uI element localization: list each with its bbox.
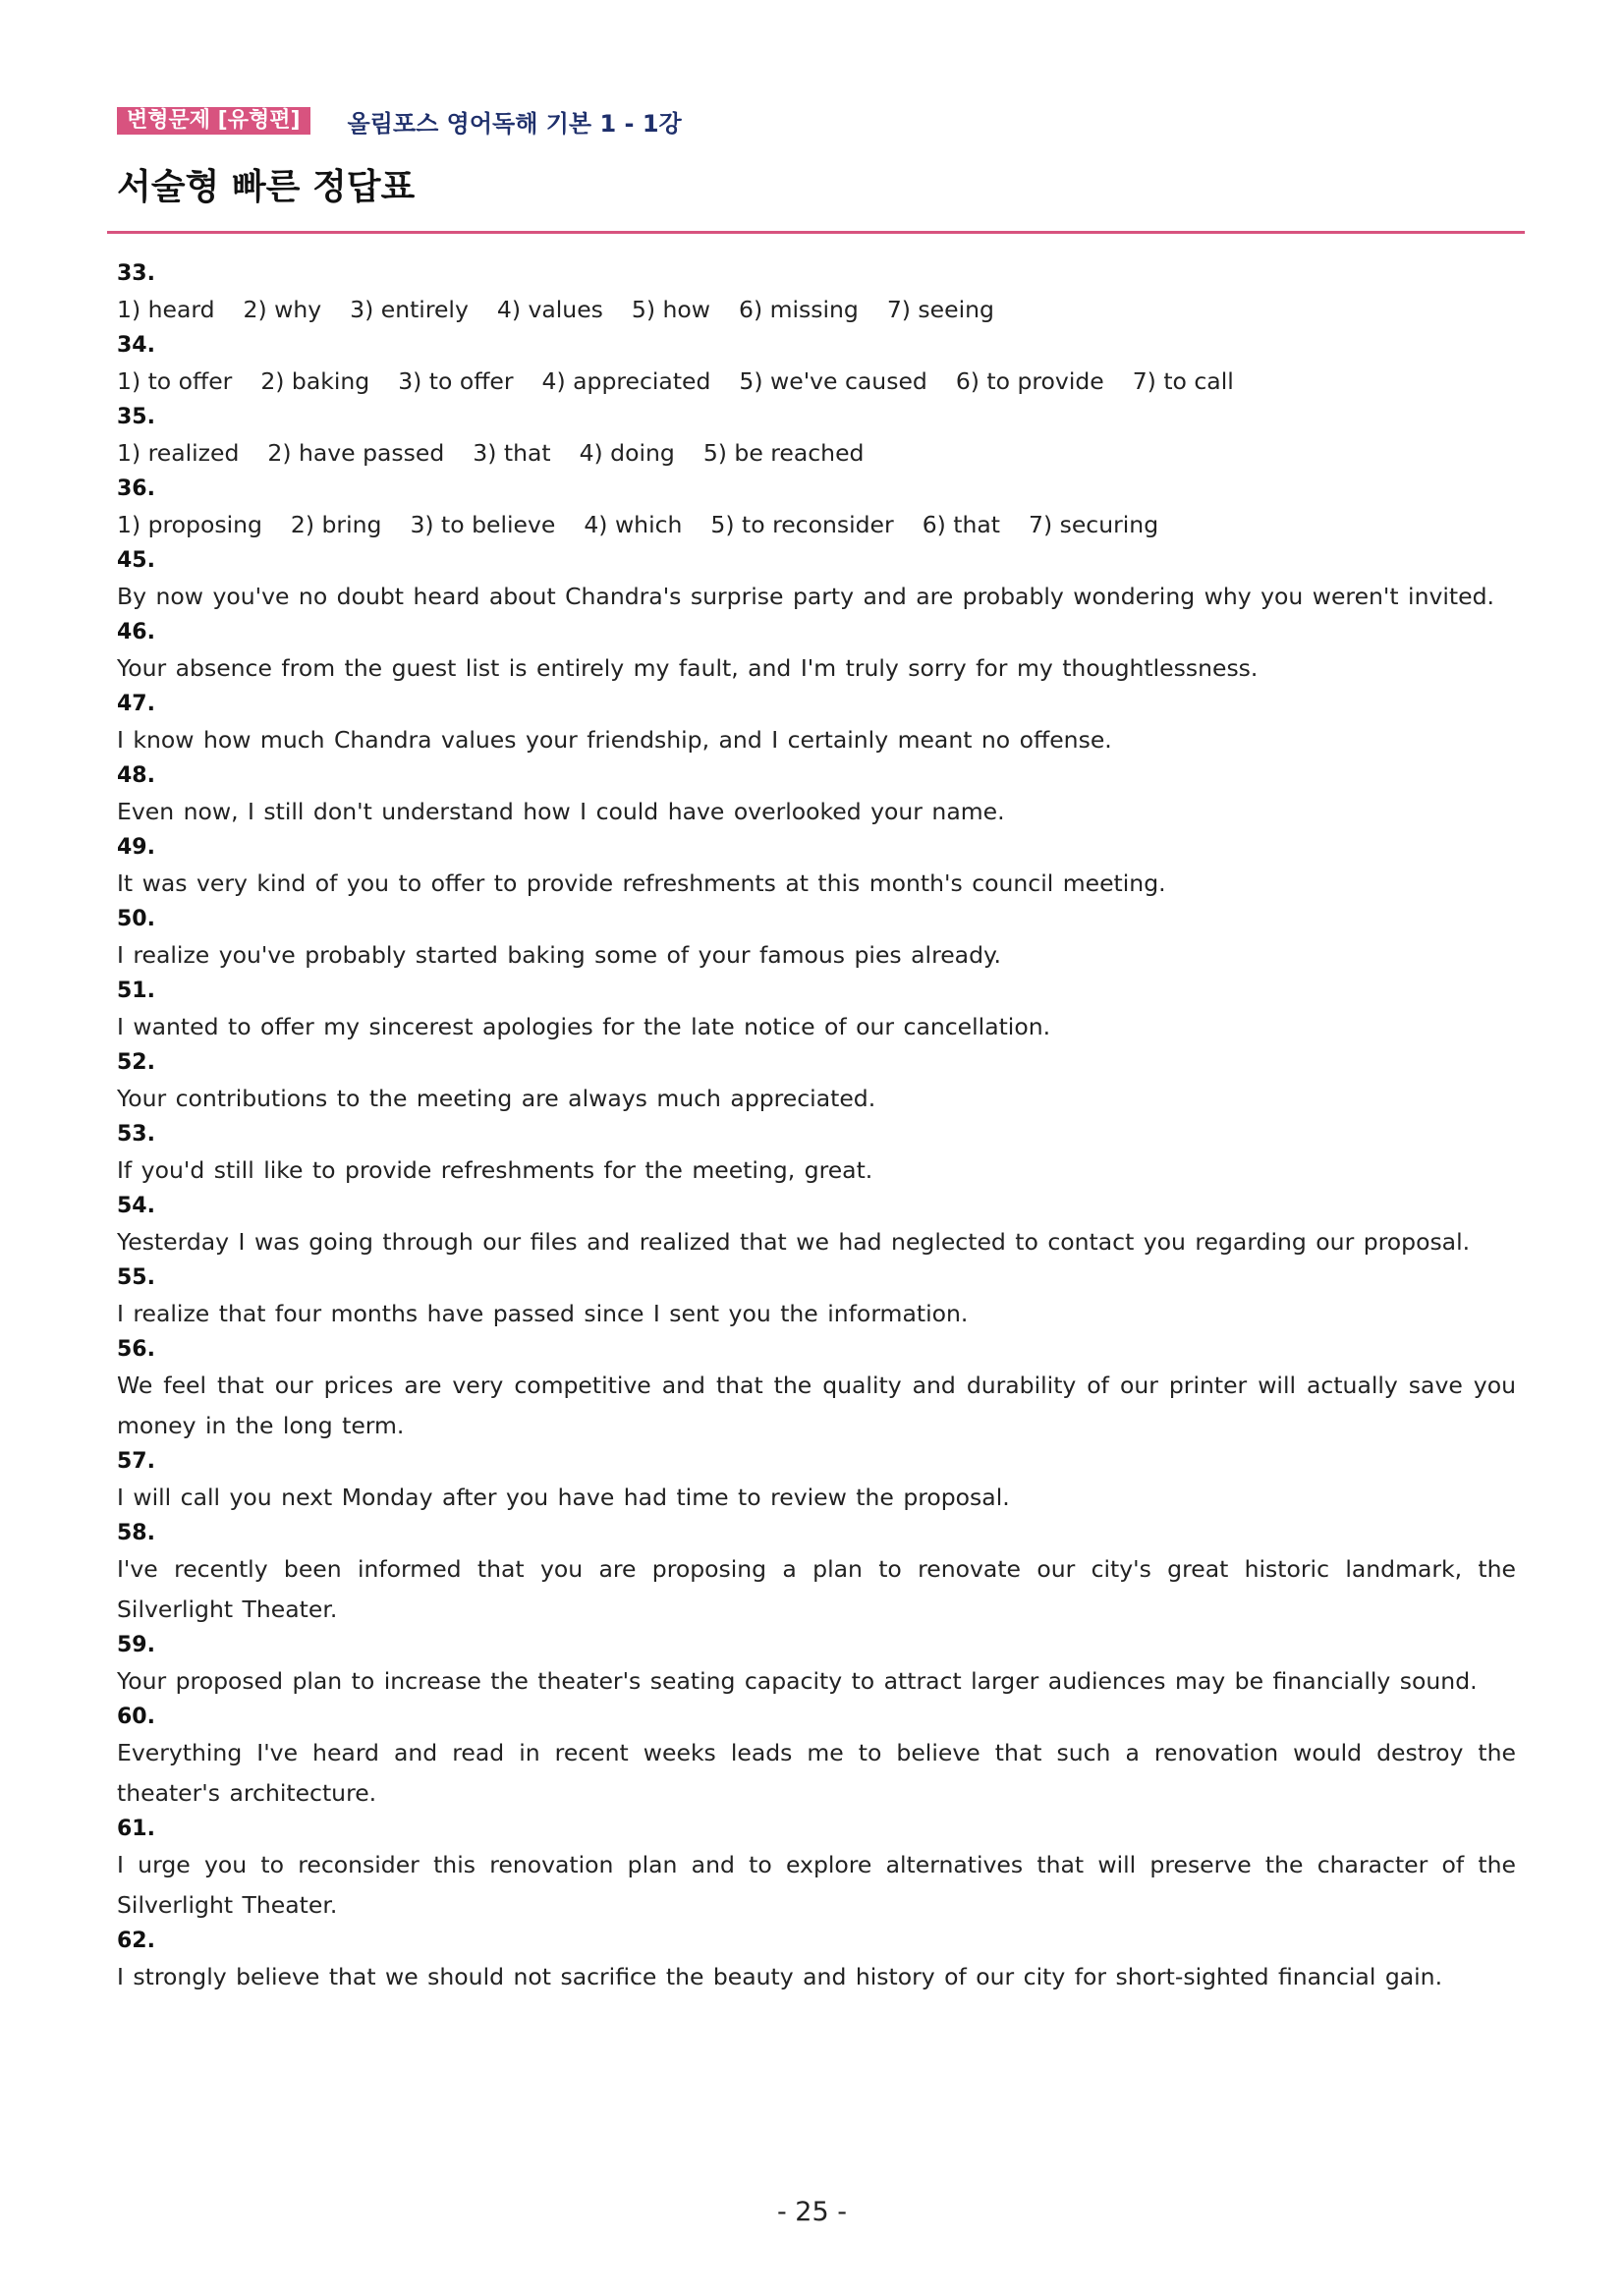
question-number: 46. (117, 620, 155, 644)
question-number: 57. (117, 1449, 155, 1474)
question-number: 36. (117, 476, 155, 501)
answer-sentence: I urge you to reconsider this renovation plan and to explore alternatives that will preserve the character of the Silverlight Theater. (117, 1851, 1516, 1919)
question-number: 60. (117, 1705, 155, 1729)
question-number: 50. (117, 907, 155, 931)
question-number: 47. (117, 692, 155, 716)
question-number: 62. (117, 1929, 155, 1953)
blank-answer: 3) that (473, 439, 551, 467)
answer-item (117, 832, 1516, 904)
blank-answer: 5) we've caused (739, 367, 927, 395)
answer-item (117, 904, 1516, 976)
answer-sentence: I've recently been informed that you are proposing a plan to renovate our city's great historic landmark, the Silverlight Theater. (117, 1555, 1516, 1623)
blank-answers-line (117, 505, 1516, 545)
blank-answer: 1) heard (117, 296, 215, 323)
answer-item (117, 474, 1516, 545)
answer-item (117, 1334, 1516, 1446)
answer-sentence: Your absence from the guest list is entirely my fault, and I'm truly sorry for my thoughtlessness. (117, 654, 1259, 682)
answer-item (117, 1119, 1516, 1191)
answer-item (117, 1262, 1516, 1334)
title-divider (107, 231, 1525, 234)
question-number: 49. (117, 835, 155, 860)
answer-sentence: If you'd still like to provide refreshments for the meeting, great. (117, 1156, 873, 1184)
question-number: 51. (117, 979, 155, 1003)
blank-answer: 1) realized (117, 439, 240, 467)
answer-sentence: Your proposed plan to increase the theater's seating capacity to attract larger audiences may be financially sound. (117, 1667, 1478, 1695)
question-number: 48. (117, 763, 155, 788)
answer-item (117, 1814, 1516, 1926)
answer-sentence: I know how much Chandra values your friendship, and I certainly meant no offense. (117, 726, 1112, 754)
question-number: 35. (117, 405, 155, 429)
section-badge: 변형문제 [유형편] (117, 107, 310, 135)
blank-answers-line (117, 433, 1516, 474)
answer-item (117, 976, 1516, 1047)
page-title: 서술형 빠른 정답표 (117, 167, 416, 207)
blank-answer: 3) entirely (350, 296, 469, 323)
question-number: 53. (117, 1122, 155, 1147)
question-number: 56. (117, 1337, 155, 1362)
blank-answer: 3) to offer (398, 367, 514, 395)
answer-item (117, 1926, 1516, 1997)
answer-sentence: By now you've no doubt heard about Chandra's surprise party and are probably wondering why you weren't invited. (117, 583, 1494, 610)
answer-sentence: Yesterday I was going through our files and realized that we had neglected to contact you regarding our proposal. (117, 1228, 1471, 1256)
blank-answer: 1) proposing (117, 511, 262, 538)
answer-sentence: Even now, I still don't understand how I could have overlooked your name. (117, 798, 1005, 825)
answer-item (117, 545, 1516, 617)
answer-item (117, 258, 1516, 330)
question-number: 54. (117, 1194, 155, 1218)
question-number: 45. (117, 548, 155, 573)
question-number: 52. (117, 1050, 155, 1075)
blank-answer: 7) to call (1132, 367, 1234, 395)
answer-list (117, 258, 1516, 1997)
sentence-answer-group (117, 545, 1516, 1997)
blank-answer: 6) that (922, 511, 1000, 538)
question-number: 34. (117, 333, 155, 358)
blank-answer: 4) values (496, 296, 603, 323)
question-number: 55. (117, 1265, 155, 1290)
answer-sentence: I wanted to offer my sincerest apologies for the late notice of our cancellation. (117, 1013, 1051, 1040)
blank-answer: 2) baking (260, 367, 370, 395)
blank-answer: 2) why (243, 296, 322, 323)
header (117, 104, 682, 138)
blank-answer: 2) bring (290, 511, 382, 538)
blank-answer: 4) which (584, 511, 683, 538)
answer-item (117, 330, 1516, 402)
page-number: - 25 - (776, 2197, 847, 2227)
answer-item (117, 1630, 1516, 1702)
blank-answer: 1) to offer (117, 367, 233, 395)
blank-answer: 3) to believe (410, 511, 556, 538)
answer-sentence: I realize you've probably started baking some of your famous pies already. (117, 941, 1002, 969)
question-number: 59. (117, 1633, 155, 1657)
answer-sentence: I strongly believe that we should not sacrifice the beauty and history of our city for short-sighted financial gain. (117, 1963, 1443, 1990)
answer-item (117, 1518, 1516, 1630)
question-number: 58. (117, 1521, 155, 1545)
course-title: 올림포스 영어독해 기본 1 - 1강 (347, 109, 682, 138)
blank-answer: 7) seeing (886, 296, 994, 323)
blank-answers-line (117, 290, 1516, 330)
answer-sentence: Your contributions to the meeting are always much appreciated. (117, 1085, 876, 1112)
answer-sentence: I realize that four months have passed since I sent you the information. (117, 1300, 969, 1327)
answer-item (117, 760, 1516, 832)
answer-sentence: Everything I've heard and read in recent weeks leads me to believe that such a renovation would destroy the theater's architecture. (117, 1739, 1516, 1807)
answer-sentence: I will call you next Monday after you have had time to review the proposal. (117, 1484, 1010, 1511)
answer-item (117, 402, 1516, 474)
answer-item (117, 1702, 1516, 1814)
answer-item (117, 1191, 1516, 1262)
blank-answer: 4) appreciated (541, 367, 711, 395)
blank-answer: 5) be reached (702, 439, 865, 467)
answer-item (117, 689, 1516, 760)
blank-answer: 2) have passed (267, 439, 445, 467)
question-number: 61. (117, 1817, 155, 1841)
blank-answer: 6) missing (739, 296, 859, 323)
question-number: 33. (117, 261, 155, 286)
answer-item (117, 1446, 1516, 1518)
blank-answer: 7) securing (1029, 511, 1159, 538)
blank-answer: 4) doing (579, 439, 675, 467)
answer-item (117, 1047, 1516, 1119)
blank-answer: 6) to provide (955, 367, 1104, 395)
blank-answer: 5) how (631, 296, 710, 323)
blank-answer: 5) to reconsider (710, 511, 894, 538)
answer-sentence: It was very kind of you to offer to provide refreshments at this month's council meeting. (117, 869, 1166, 897)
answer-sentence: We feel that our prices are very competitive and that the quality and durability of our printer will actually save you money in the long term. (117, 1372, 1516, 1439)
short-answer-group (117, 258, 1516, 545)
answer-item (117, 617, 1516, 689)
blank-answers-line (117, 362, 1516, 402)
